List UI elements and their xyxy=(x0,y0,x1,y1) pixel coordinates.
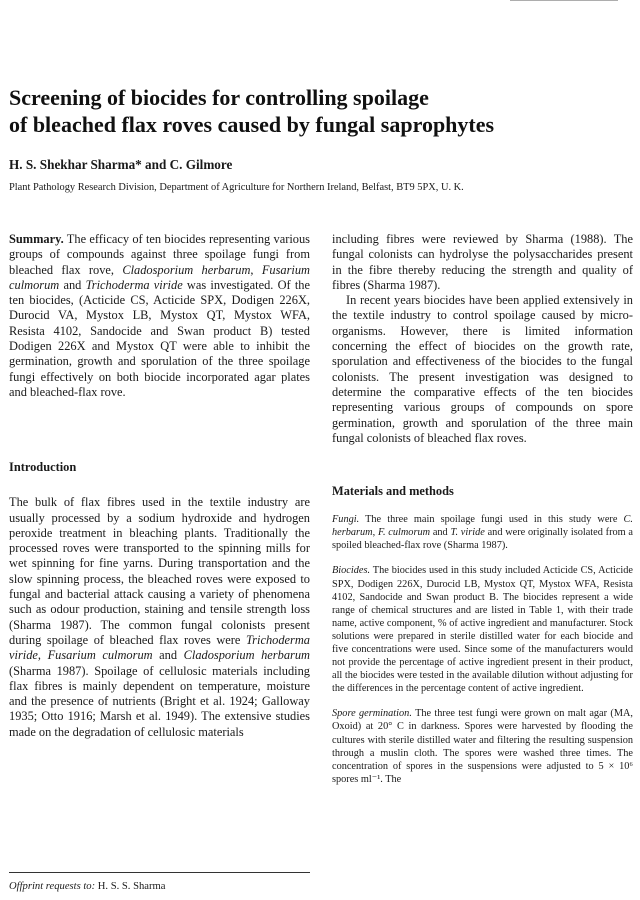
spacer xyxy=(332,446,633,484)
spacer xyxy=(332,552,633,564)
fungi-species-1: C. herbarum xyxy=(332,514,633,539)
summary-text-1: The efficacy of ten biocides representing various groups of compounds against three spoilage fungi from bleached flax rove, xyxy=(9,232,310,277)
introduction-species-1: Trichoderma viride xyxy=(9,632,310,663)
fungi-text-1: The three main spoilage fungi used in this study were xyxy=(359,514,624,526)
summary-text-2: was investigated. Of the ten biocides, (Acticide CS, Acticide SPX, Dodigen 226X, Durocid VA, Mystox LB, Mystox QT, Mystox WFA, Resista 4102, Sandocide and Swan product B) tested Dodigen 226X and Mystox QT were able to inhibit the germination, growth and sporulation of the three spoilage fungi effectively on both biocide incorporated agar plates and bleached-flax rove. xyxy=(9,277,310,399)
spore-germination-label: Spore germination. xyxy=(332,708,412,720)
fungi-and-1: and xyxy=(430,527,451,539)
offprint-name: H. S. S. Sharma xyxy=(95,881,166,892)
biocides-text: The biocides used in this study included Acticide CS, Acticide SPX, Dodigen 226X, Durocid LB, Mystox QT, Mystox WFA, Resista 4102, Sandocide and Swan product B. The biocides represent a wide range of chemical structures and are listed in Table 1, with their trade name, active component, % of active ingredient and manufacturer. Stock solutions were prepared in sterile distilled water for each biocide and five concentrations were used. Since some of the manufacturers would not provide the percentage of active ingredient present in their product, all the biocides were tested in the available dilution without adjusting for the differences in the percentage content of active ingredient. xyxy=(332,565,633,695)
spacer xyxy=(332,499,633,513)
article-title xyxy=(9,84,629,138)
spacer xyxy=(9,400,310,460)
header-corner-mark xyxy=(510,0,618,4)
summary-and-1: and xyxy=(59,277,86,292)
fungi-label: Fungi. xyxy=(332,514,360,526)
spore-germination-text: The three test fungi were grown on malt agar (MA, Oxoid) at 20° C in darkness. Spores were harvested by flooding the cultures with sterile distilled water and filtering the resulting suspension through a muslin cloth. The spores were washed three times. The concentration of spores in the suspensions were adjusted to 5 × 10⁶ spores ml⁻¹. The xyxy=(332,708,633,785)
materials-methods-heading: Materials and methods xyxy=(332,484,454,499)
summary-comma-1: , xyxy=(250,262,262,277)
fungi-paragraph xyxy=(332,513,633,552)
offprint-label: Offprint requests to: xyxy=(9,881,96,892)
review-continuation-paragraph: including fibres were reviewed by Sharma (1988). The fungal colonists can hydrolyse the polysaccharides present in the fibre thereby reducing the strength and quality of fibres (Sharma 1987). xyxy=(332,232,633,292)
introduction-and-1: and xyxy=(152,648,184,663)
fungi-comma-1: , xyxy=(372,527,378,539)
biocides-label: Biocides. xyxy=(332,565,371,577)
introduction-species-2: Fusarium culmorum xyxy=(47,648,153,663)
biocides-paragraph xyxy=(332,564,633,695)
summary-species-3: Trichoderma viride xyxy=(85,277,183,292)
fungi-text-2: and were originally isolated from a spoiled bleached-flax rove (Sharma 1987). xyxy=(332,527,634,552)
left-column xyxy=(9,232,310,740)
summary-label: Summary. xyxy=(9,232,64,246)
spacer xyxy=(332,695,633,707)
author-list: H. S. Shekhar Sharma* and C. Gilmore xyxy=(9,157,233,172)
title-line-1: Screening of biocides for controlling spoilage xyxy=(9,85,429,110)
introduction-text-1: The bulk of flax fibres used in the textile industry are usually processed by a sodium hydroxide and hydrogen peroxide treatment in bleaching plants. Traditionally the processed roves were transported to the spinning mills for wet spinning for fine yarns. During transportation and the slow spinning process, the bleached roves were exposed to fungal and bacterial attack causing a variety of phenomena such as odour production, staining and tensile strength loss (Sharma 1987). The common fungal colonists present during spoilage of bleached flax roves were xyxy=(9,495,310,647)
right-column xyxy=(332,232,633,786)
fungi-species-2: F. culmorum xyxy=(377,527,431,539)
introduction-paragraph xyxy=(9,495,310,740)
offprint-footnote xyxy=(9,872,310,893)
biocide-background-paragraph: In recent years biocides have been applied extensively in the textile industry to control spoilage caused by micro-organisms. However, there is limited information concerning the effect of biocides on the growth rate, sporulation and effectiveness of the biocides to the fungal colonists. The present investigation was designed to determine the comparative effects of the ten biocides representing various groups of compounds on spore germination, growth and sporulation of the three main fungal colonists of bleached flax roves. xyxy=(332,293,633,445)
introduction-comma-1: , xyxy=(37,648,48,663)
introduction-heading: Introduction xyxy=(9,460,77,475)
summary-paragraph xyxy=(9,232,310,400)
summary-species-2: Fusarium culmorum xyxy=(9,262,311,292)
author-affiliation: Plant Pathology Research Division, Department of Agriculture for Northern Ireland, Belfast, BT9 5PX, U. K. xyxy=(9,182,464,193)
title-line-2: of bleached flax roves caused by fungal saprophytes xyxy=(9,112,495,137)
spore-germination-paragraph xyxy=(332,707,633,786)
summary-species-1: Cladosporium herbarum xyxy=(122,262,251,277)
spacer xyxy=(9,475,310,495)
introduction-text-2: (Sharma 1987). Spoilage of cellulosic materials including flax fibres is mainly dependent on temperature, moisture and the presence of nutrients (Bright et al. 1924; Galloway 1935; Otto 1916; Marsh et al. 1949). The extensive studies made on the degradation of cellulosic materials xyxy=(9,663,310,739)
introduction-species-3: Cladosporium herbarum xyxy=(183,648,310,663)
fungi-species-3: T. viride xyxy=(450,527,485,539)
